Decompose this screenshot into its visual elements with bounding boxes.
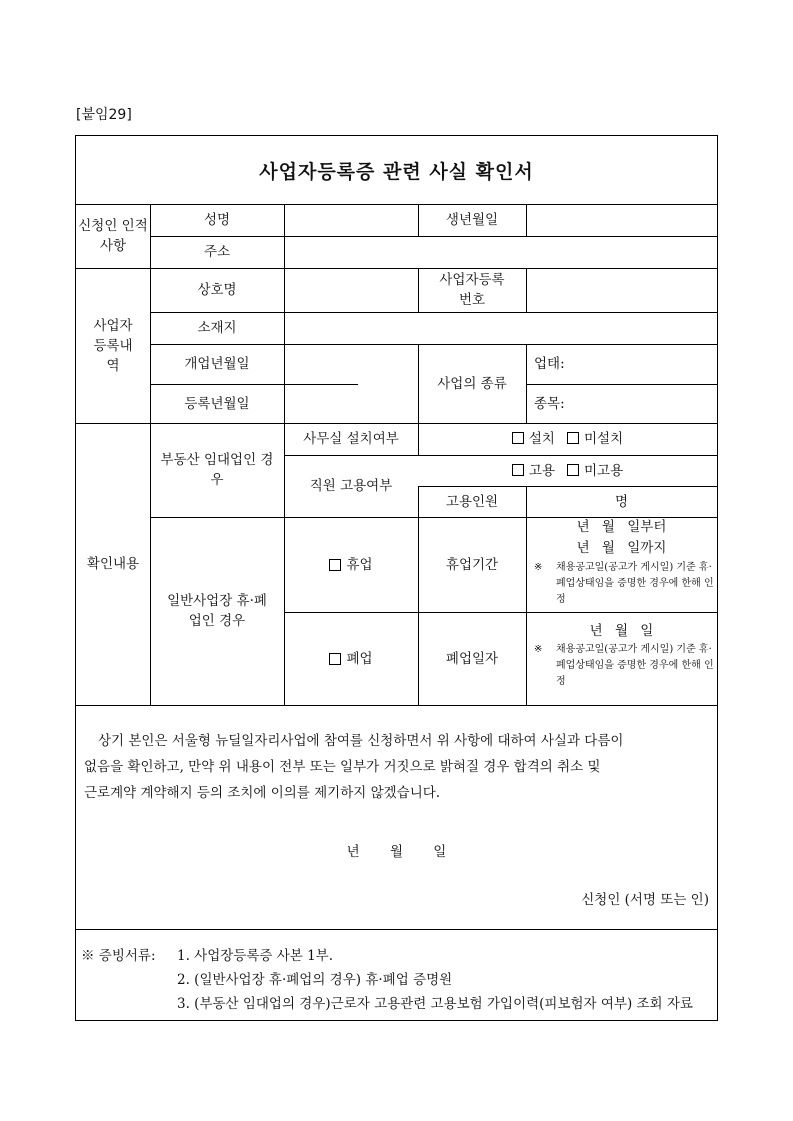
office-setup-options: [418, 423, 717, 455]
registration-number-field[interactable]: [526, 268, 717, 312]
name-field[interactable]: [284, 204, 418, 236]
office-not-installed-option[interactable]: [567, 429, 623, 449]
option-label: 휴업: [346, 556, 373, 573]
birth-date-label: 생년월일: [445, 212, 499, 228]
registration-date-label: 등록년월일: [184, 395, 250, 412]
closure-note: [534, 642, 714, 690]
note-mark: ※: [534, 644, 543, 655]
trade-name-field[interactable]: [284, 268, 418, 312]
statement-line: 없음을 확인하고, 만약 위 내용이 전부 또는 일부가 거짓으로 밝혀질 경우 합격의 취소 및: [84, 759, 601, 775]
business-kind-label: 사업의 종류: [437, 375, 507, 392]
document-item: 2. (일반사업장 휴·폐업의 경우) 휴·폐업 증명원: [177, 972, 453, 988]
suspension-option[interactable]: [284, 517, 418, 612]
suspension-from-date[interactable]: 년 월 일부터: [576, 519, 667, 535]
address-label: 주소: [203, 244, 231, 260]
name-label: 성명: [203, 212, 231, 228]
note-text: 채용공고일(공고가 게시일) 기준 휴·폐업상태임을 증명한 경우에 한해 인정: [556, 644, 714, 687]
office-installed-option[interactable]: [512, 429, 555, 449]
employee-count-label: 고용인원: [445, 493, 499, 510]
general-business-case-label: 일반사업장 휴·폐업인 경우: [167, 593, 267, 629]
not-employed-option[interactable]: [567, 461, 623, 481]
checkbox-icon[interactable]: [512, 432, 524, 444]
checkbox-icon[interactable]: [512, 464, 524, 476]
office-setup-label: 사무실 설치여부: [303, 431, 399, 447]
divider: [76, 929, 717, 930]
checkbox-icon[interactable]: [329, 653, 341, 665]
employed-option[interactable]: [512, 461, 555, 481]
option-label: 고용: [528, 462, 555, 479]
business-item-field[interactable]: 종목:: [534, 395, 565, 412]
location-label: 소재지: [197, 320, 237, 336]
option-label: 미설치: [583, 431, 624, 447]
note-text: 채용공고일(공고가 게시일) 기준 휴·폐업상태임을 증명한 경우에 한해 인정: [556, 562, 714, 605]
closure-option[interactable]: [284, 612, 418, 705]
signature-line[interactable]: 신청인 (서명 또는 인): [581, 892, 709, 908]
applicant-section-label: 신청인 인적사항: [78, 218, 148, 254]
form-title: 사업자등록증 관련 사실 확인서: [259, 160, 534, 183]
employee-count-field[interactable]: 명: [614, 493, 629, 510]
registration-date-field[interactable]: [284, 384, 418, 423]
open-date-field[interactable]: [284, 344, 418, 384]
trade-name-label: 상호명: [197, 282, 237, 298]
note-mark: ※: [534, 562, 543, 573]
documents-lead: ※ 증빙서류:: [81, 948, 156, 964]
document-item: 3. (부동산 임대업의 경우)근로자 고용관련 고용보험 가입이력(피보험자 여부) 조회 자료: [177, 996, 693, 1012]
divider: [76, 705, 717, 706]
checkbox-icon[interactable]: [329, 559, 341, 571]
open-date-label: 개업년월일: [184, 356, 250, 372]
statement-line: 근로계약 계약해지 등의 조치에 이의를 제기하지 않겠습니다.: [84, 785, 441, 801]
attachment-label: [붙임29]: [76, 107, 132, 123]
closure-date-label: 폐업일자: [445, 650, 499, 667]
suspension-to-date[interactable]: 년 월 일까지: [576, 540, 667, 556]
document-item: 1. 사업장등록증 사본 1부.: [177, 948, 334, 964]
suspension-note: [534, 560, 714, 608]
option-label: 설치: [528, 431, 555, 447]
option-label: 미고용: [583, 462, 624, 479]
confirmation-section-label: 확인내용: [86, 556, 140, 572]
birth-date-field[interactable]: [526, 204, 717, 236]
closure-date-field[interactable]: 년 월 일: [589, 623, 654, 639]
business-section-label: 사업자 등록내역: [93, 317, 133, 374]
real-estate-case-label: 부동산 임대업인 경우: [160, 452, 274, 488]
statement-date[interactable]: 년 월 일: [346, 844, 447, 860]
suspension-period-label: 휴업기간: [445, 556, 499, 573]
employment-status-label: 직원 고용여부: [309, 478, 393, 494]
registration-number-label: 사업자등록 번호: [439, 272, 505, 308]
statement-line: 상기 본인은 서울형 뉴딜일자리사업에 참여를 신청하면서 위 사항에 대하여 사실과 다름이: [98, 733, 624, 749]
confirmation-form: [75, 135, 718, 1021]
checkbox-icon[interactable]: [567, 464, 579, 476]
supporting-documents: [81, 944, 693, 1016]
declaration-statement: [84, 728, 714, 806]
address-field[interactable]: [284, 236, 717, 268]
option-label: 폐업: [346, 650, 373, 667]
checkbox-icon[interactable]: [567, 432, 579, 444]
employment-options: [418, 455, 717, 486]
business-type-field[interactable]: 업태:: [534, 356, 565, 372]
location-field[interactable]: [284, 312, 717, 344]
